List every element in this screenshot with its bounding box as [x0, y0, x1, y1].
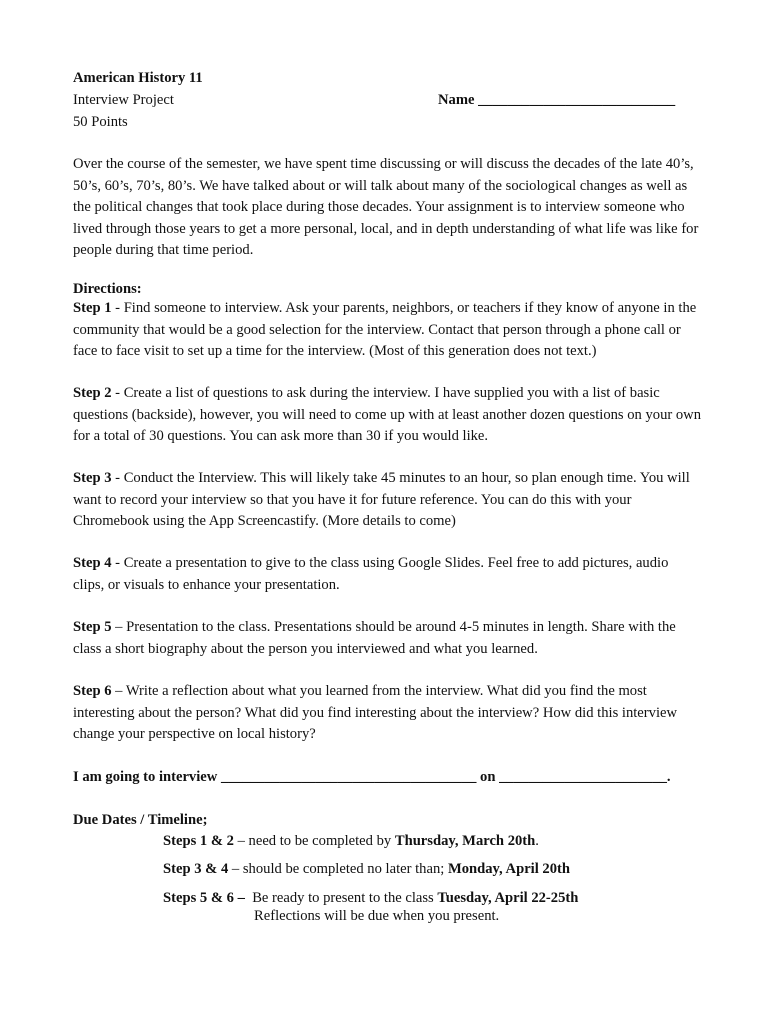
name-label: Name: [438, 92, 475, 108]
step-5: Step 5 – Presentation to the class. Presentations should be around 4-5 minutes in length. Share with the class a short biography about the person you interviewed and what you learned.: [73, 619, 676, 657]
step-3: Step 3 - Conduct the Interview. This will likely take 45 minutes to an hour, so plan enough time. You will want to record your interview so that you have it for future reference. You can do this with your Chromebook using the App Screencastify. (More details to come): [73, 470, 690, 529]
course-title: American History 11: [73, 70, 203, 86]
due-row-3-note: Reflections will be due when you present.: [254, 908, 500, 924]
step-text: Find someone to interview. Ask your parents, neighbors, or teachers if they know of anyone in the community that would be a good selection for the interview. Contact that person through a phone call or face to face visit to set up a time for the interview. (Most of this generation does not text.): [73, 300, 697, 359]
due-row-2: Step 3 & 4 – should be completed no later than; Monday, April 20th: [163, 861, 570, 877]
project-title: Interview Project: [73, 92, 174, 108]
step-text: Create a list of questions to ask during the interview. I have supplied you with a list of basic questions (backside), however, you will need to come up with at least another dozen questions on your own for a total of 30 questions. You can ask more than 30 if you would like.: [73, 385, 702, 444]
step-label: Step 4: [73, 555, 112, 571]
step-1: Step 1 - Find someone to interview. Ask your parents, neighbors, or teachers if they know of anyone in the community that would be a good selection for the interview. Contact that person through a phone call or face to face visit to set up a time for the interview. (Most of this generation does not text.): [73, 300, 697, 359]
due-row-label: Step 3 & 4: [163, 861, 229, 877]
step-label: Step 1: [73, 300, 112, 316]
due-row-1: Steps 1 & 2 – need to be completed by Thursday, March 20th.: [163, 833, 539, 849]
step-text: Conduct the Interview. This will likely take 45 minutes to an hour, so plan enough time. You will want to record your interview so that you have it for future reference. You can do this with your Chromebook using the App Screencastify. (More details to come): [73, 470, 690, 529]
due-row-label: Steps 5 & 6 –: [163, 890, 245, 906]
step-label: Step 6: [73, 683, 112, 699]
due-row-date: Monday, April 20th: [447, 861, 570, 877]
due-dates-heading: Due Dates / Timeline;: [73, 812, 208, 828]
step-4: Step 4 - Create a presentation to give to the class using Google Slides. Feel free to add pictures, audio clips, or visuals to enhance your presentation.: [73, 555, 669, 593]
step-text: Presentation to the class. Presentations should be around 4-5 minutes in length. Share with the class a short biography about the person you interviewed and what you learned.: [73, 619, 676, 657]
interview-prefix: I am going to interview: [73, 769, 218, 785]
interviewee-blank[interactable]: ___________________________________: [220, 769, 477, 785]
step-label: Step 2: [73, 385, 112, 401]
step-label: Step 3: [73, 470, 112, 486]
step-label: Step 5: [73, 619, 112, 635]
due-row-date: Tuesday, April 22-25th: [437, 890, 579, 906]
name-blank[interactable]: ___________________________: [478, 92, 676, 108]
due-row-date: Thursday, March 20th: [394, 833, 536, 849]
intro-paragraph: Over the course of the semester, we have spent time discussing or will discuss the decades of the late 40’s, 50’s, 60’s, 70’s, 80’s. We have talked about or will talk about many of the sociological changes as well as the political changes that took place during those decades. Your assignment is to interview someone who lived through those years to get a more personal, local, and in depth understanding of what life was like for people during that time period.: [73, 156, 699, 258]
step-2: Step 2 - Create a list of questions to ask during the interview. I have supplied you with a list of basic questions (backside), however, you will need to come up with at least another dozen questions on your own for a total of 30 questions. You can ask more than 30 if you would like.: [73, 385, 702, 444]
interview-date-blank[interactable]: _______________________.: [499, 769, 671, 785]
step-text: Create a presentation to give to the class using Google Slides. Feel free to add pictures, audio clips, or visuals to enhance your presentation.: [73, 555, 669, 593]
step-text: Write a reflection about what you learned from the interview. What did you find the most interesting about the person? What did you find interesting about the interview? How did this interview change your perspective on local history?: [73, 683, 678, 742]
due-row-3: Steps 5 & 6 – Be ready to present to the class Tuesday, April 22-25th: [163, 890, 579, 906]
name-field[interactable]: [438, 90, 675, 112]
interview-on: on: [480, 769, 496, 785]
step-6: Step 6 – Write a reflection about what you learned from the interview. What did you find the most interesting about the person? What did you find interesting about the interview? How did this interview change your perspective on local history?: [73, 683, 678, 742]
due-row-label: Steps 1 & 2: [163, 833, 234, 849]
points-label: 50 Points: [73, 114, 128, 130]
interview-line: [73, 767, 671, 789]
directions-heading: Directions:: [73, 281, 142, 297]
